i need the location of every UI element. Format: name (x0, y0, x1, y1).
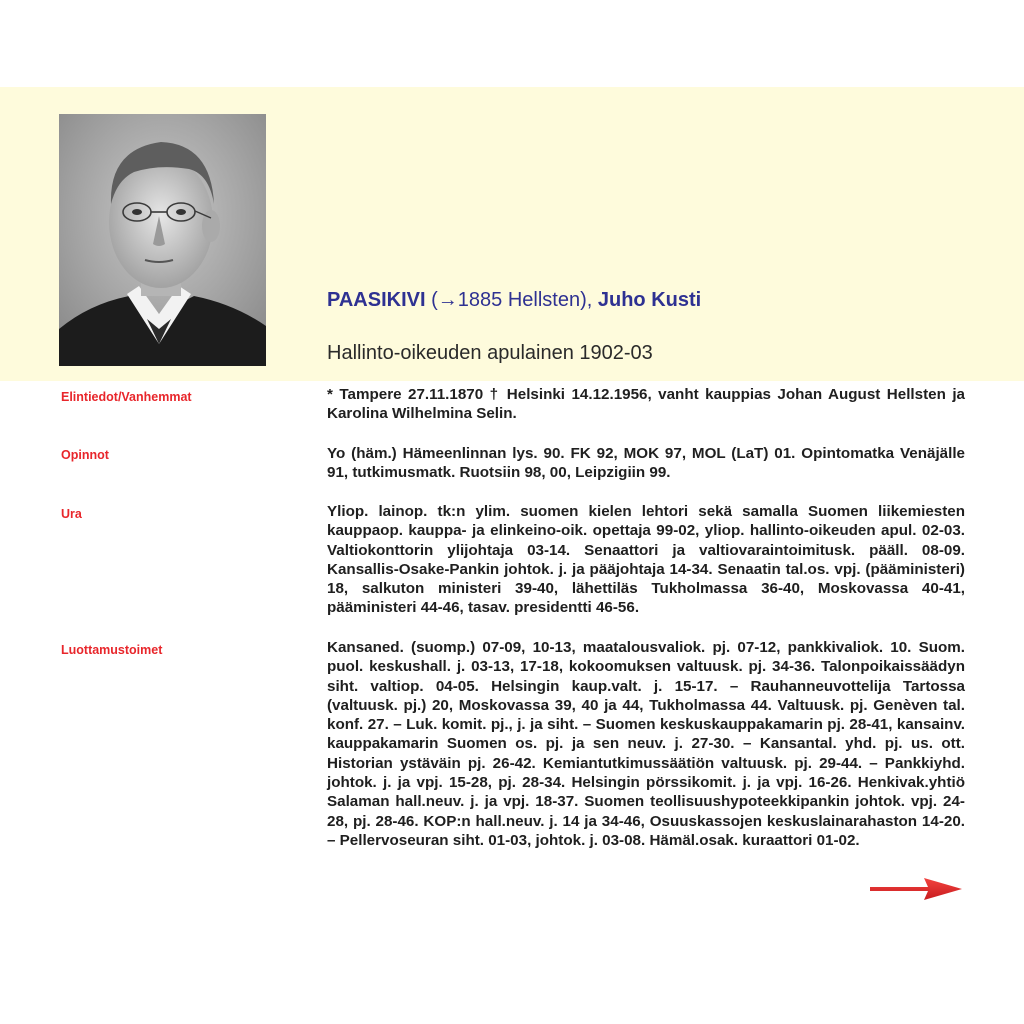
section-text-ura: Yliop. lainop. tk:n ylim. suomen kielen lehtori sekä samalla Suomen liikemiesten kauppaop. kauppa- ja elinkeino-oik. opettaja 99-02, yliop. hallinto-oikeuden apul. 02-03. Valtiokonttorin ylijohtaja 03-14. Senaattori ja valtiovaraintoimitusk. pääll. 08-09. Kansallis-Osake-Pankin johtok. j. ja pääjohtaja 14-34. Senaatin tal.os. vpj. (pääministeri) 18, salkuton ministeri 39-40, lähettiläs Tukholmassa 36-40, Moskovassa 40-41, pääministeri 44-46, tasav. presidentti 46-56. (327, 503, 965, 617)
former-name: (→1885 Hellsten), (431, 289, 593, 311)
person-name (327, 289, 701, 312)
section-label-opinnot: Opinnot (61, 448, 109, 462)
section-text-elintiedot: * Tampere 27.11.1870 † Helsinki 14.12.1956, vanht kauppias Johan August Hellsten ja Karolina Wilhelmina Selin. (327, 386, 965, 423)
surname: PAASIKIVI (327, 289, 426, 311)
section-text-luottamustoimet: Kansaned. (suomp.) 07-09, 10-13, maatalousvaliok. pj. 07-12, pankkivaliok. 10. Suom. puol. keskushall. j. 03-13, 17-18, kokoomuksen valtuusk. pj. 34-36. Talonpoikaissäädyn siht. valtiop. 04-05. Helsingin kaup.valt. j. 15-17. – Rauhanneuvottelija Tartossa (valtuusk. pj.) 20, Moskovassa 39, 40 ja 44, Tukholmassa 44. Valtuusk. pj. Genèven tal. konf. 27. – Luk. komit. pj., j. ja siht. – Suomen keskuskauppakamarin pj. 28-41, kansainv. kauppakamarin Suomen os. pj. ja sen neuv. j. 27-30. – Kansantal. yhd. pj. us. ott. Historian ystäväin pj. 26-42. Kemiantutkimussäätiön valtuusk. pj. 29-44. – Pankkiyhd. johtok. j. ja vpj. 15-28, pj. 28-34. Helsingin pörssikomit. j. ja vpj. 16-26. Henkivak.yhtiö Salaman hall.neuv. j. ja vpj. 18-37. Suomen teollisuushypoteekkipankin johtok. vpj. 24-28, pj. 28-46. KOP:n hall.neuv. j. 14 ja 34-46, Osuuskassojen keskuslainarahaston 14-20. – Pellervoseuran siht. 01-03, johtok. j. 03-08. Hämäl.osak. kuraattori 01-02. (327, 639, 965, 849)
position-title: Hallinto-oikeuden apulainen 1902-03 (327, 342, 653, 364)
section-text-opinnot: Yo (häm.) Hämeenlinnan lys. 90. FK 92, MOK 97, MOL (LaT) 01. Opintomatka Venäjälle 91, tutkimusmatk. Ruotsiin 98, 00, Leipzigiin 99. (327, 445, 965, 482)
given-names: Juho Kusti (597, 289, 702, 311)
section-label-luottamustoimet: Luottamustoimet (61, 643, 163, 657)
next-page-arrow[interactable] (870, 878, 962, 900)
section-label-elintiedot: Elintiedot/Vanhemmat (61, 390, 192, 404)
portrait-photo (59, 114, 266, 366)
right-arrow-icon (870, 878, 962, 900)
section-label-ura: Ura (61, 507, 82, 521)
